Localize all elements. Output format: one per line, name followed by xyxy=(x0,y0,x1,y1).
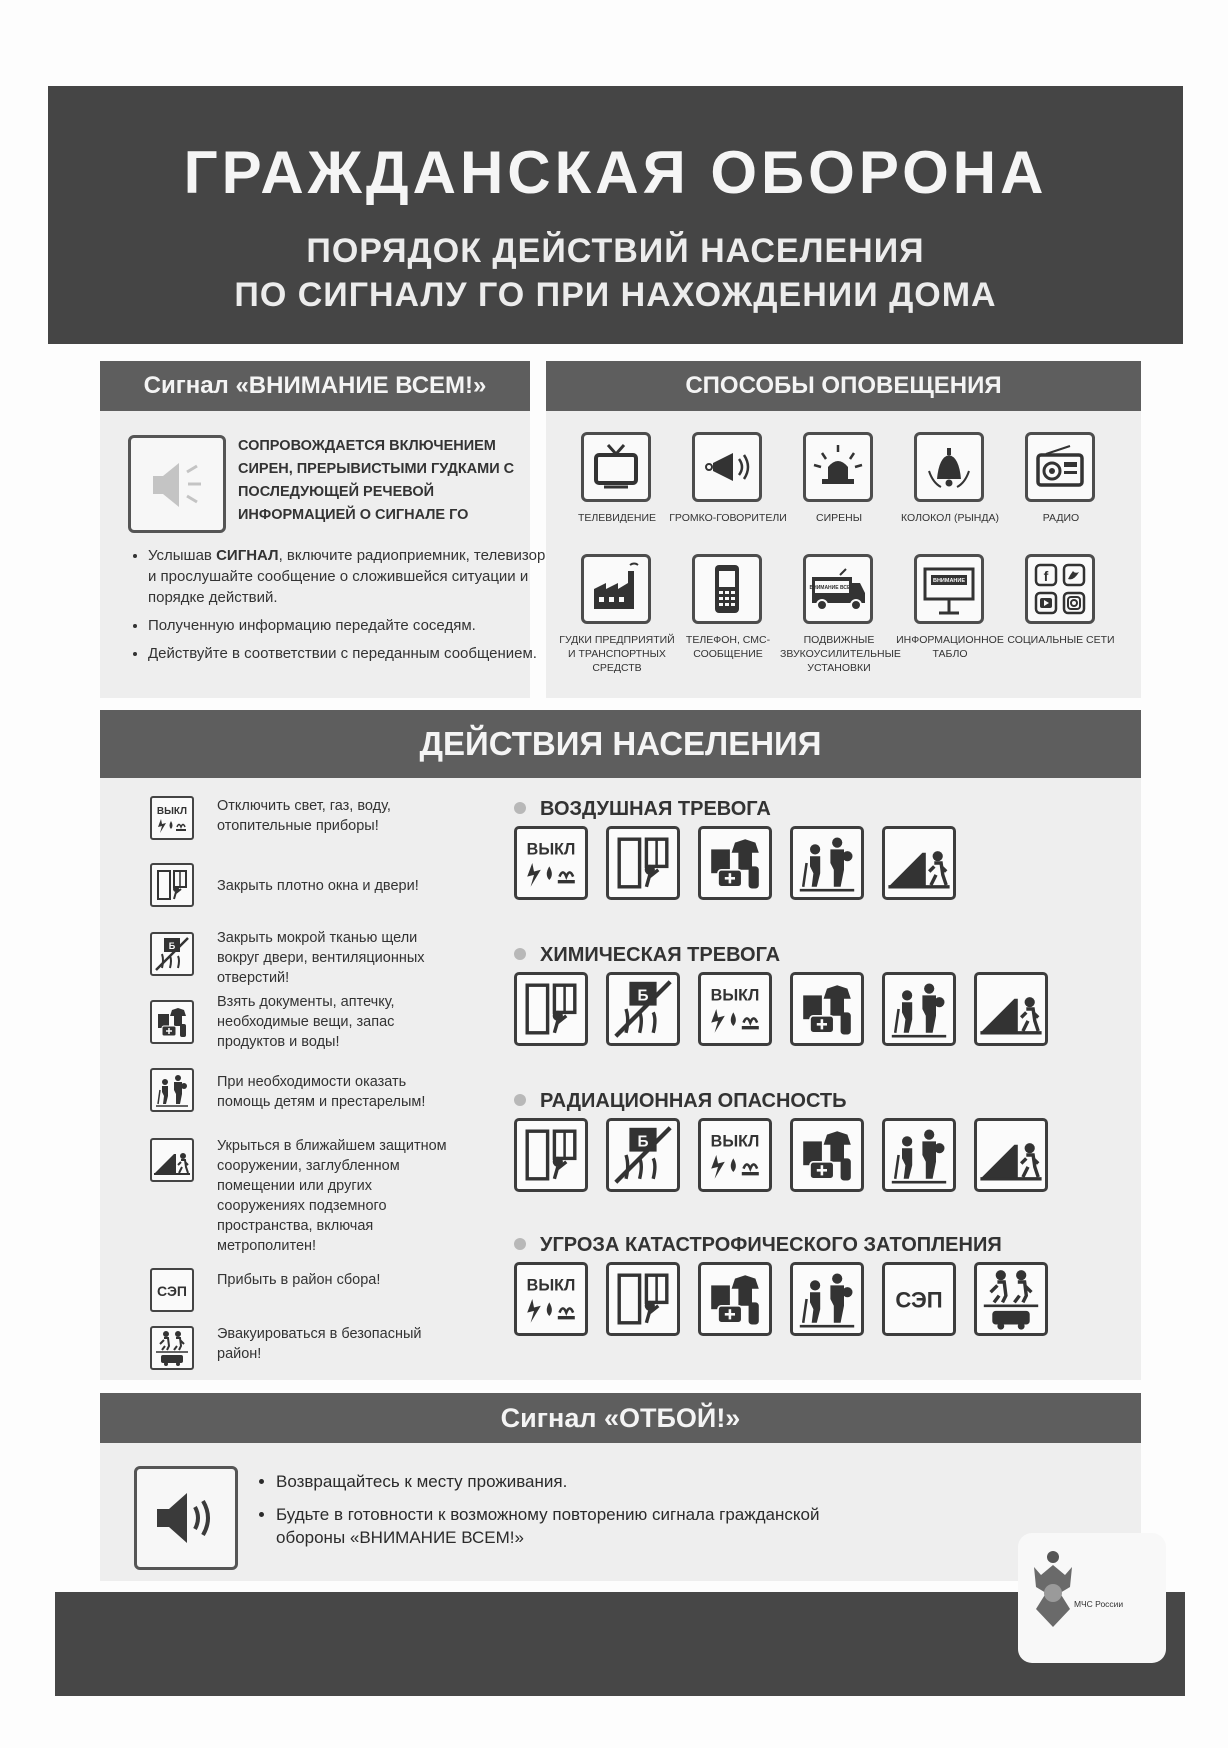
all-clear-title: Сигнал «ОТБОЙ!» xyxy=(100,1393,1141,1443)
legend-text-seal-gaps: Закрыть мокрой тканью щели вокруг двери, вентиляционных отверстий! xyxy=(217,930,425,986)
legend-text-assembly-point: Прибыть в район сбора! xyxy=(217,1272,381,1288)
attention-description: СОПРОВОЖДАЕТСЯ ВКЛЮЧЕНИЕМ СИРЕН, ПРЕРЫВИСТЫМИ ГУДКАМИ С ПОСЛЕДУЮЩЕЙ РЕЧЕВОЙ ИНФОРМАЦИЕЙ О СИГНАЛЕ ГО xyxy=(238,438,515,523)
emblem-caption: МЧС России xyxy=(1074,1599,1124,1609)
all-clear-bullet-2: • Будьте в готовности к возможному повторению сигнала гражданской обороны «ВНИМАНИЕ ВСЕМ!» xyxy=(276,1503,836,1549)
all-clear-bullet-1: • Возвращайтесь к месту проживания. xyxy=(276,1470,836,1493)
attention-bullet-1: • Услышав СИГНАЛ, включите радиоприемник, телевизор и прослушайте сообщение о сложившейся ситуации и порядке действий. xyxy=(148,545,548,608)
seal-gaps-icon xyxy=(150,932,194,976)
footer-bar xyxy=(55,1592,1185,1696)
svg-text:ВЫКЛ: ВЫКЛ xyxy=(156,806,188,817)
shelter-icon xyxy=(882,826,956,900)
method-label-radio: РАДИО xyxy=(1042,512,1080,524)
close-windows-icon xyxy=(606,826,680,900)
van-icon xyxy=(803,554,873,624)
method-label-tv: ТЕЛЕВИДЕНИЕ xyxy=(577,512,657,524)
help-elderly-icon xyxy=(150,1068,194,1112)
assembly-point-icon xyxy=(882,1262,956,1336)
seal-gaps-icon xyxy=(606,1118,680,1192)
legend-text-supplies: Взять документы, аптечку, необходимые вещи, запас продуктов и воды! xyxy=(217,994,395,1050)
loudspeaker-icon xyxy=(692,432,762,502)
radio-icon xyxy=(1025,432,1095,502)
speaker-muted-icon xyxy=(128,435,226,533)
help-elderly-icon xyxy=(882,1118,956,1192)
header-banner xyxy=(48,86,1183,344)
notification-methods-panel xyxy=(546,361,1141,698)
method-label-sirens: СИРЕНЫ xyxy=(815,512,862,524)
phone-icon xyxy=(692,554,762,624)
attention-instructions xyxy=(126,545,548,671)
factory-icon xyxy=(581,554,651,624)
supplies-icon xyxy=(790,1118,864,1192)
supplies-icon xyxy=(698,1262,772,1336)
switch-off-icon xyxy=(514,826,588,900)
attention-bullet-2: • Полученную информацию передайте соседям. xyxy=(148,615,548,636)
method-label-bell: КОЛОКОЛ (РЫНДА) xyxy=(901,512,999,524)
method-label-loudspeakers: ГРОМКО-ГОВОРИТЕЛИ xyxy=(669,512,787,524)
help-elderly-icon xyxy=(790,826,864,900)
svg-text:СЭП: СЭП xyxy=(157,1283,187,1299)
seal-gaps-icon xyxy=(606,972,680,1046)
attention-signal-panel xyxy=(100,361,546,698)
bullet-dot-icon xyxy=(514,1238,526,1250)
svg-text:ВЫКЛ: ВЫКЛ xyxy=(526,1276,576,1295)
method-label-phone: ТЕЛЕФОН, СМС-СООБЩЕНИЕ xyxy=(685,634,771,660)
svg-text:Б: Б xyxy=(637,987,649,1005)
shelter-icon xyxy=(150,1138,194,1182)
emchs-emblem-icon xyxy=(1030,1547,1076,1633)
bell-icon xyxy=(914,432,984,502)
tv-icon xyxy=(581,432,651,502)
attention-bullet-3: • Действуйте в соответствии с переданным сообщением. xyxy=(148,643,548,664)
population-actions-panel xyxy=(100,710,1141,1380)
help-elderly-icon xyxy=(882,972,956,1046)
close-windows-icon xyxy=(606,1262,680,1336)
bullet-dot-icon xyxy=(514,948,526,960)
evacuate-icon xyxy=(974,1262,1048,1336)
scenario-title-flood: УГРОЗА КАТАСТРОФИЧЕСКОГО ЗАТОПЛЕНИЯ xyxy=(514,1234,1002,1257)
bullet-dot-icon xyxy=(514,1094,526,1106)
bullet-dot-icon xyxy=(514,802,526,814)
population-actions-title: ДЕЙСТВИЯ НАСЕЛЕНИЯ xyxy=(100,710,1141,778)
attention-signal-title: Сигнал «ВНИМАНИЕ ВСЕМ!» xyxy=(100,361,530,411)
switch-off-icon xyxy=(150,796,194,840)
evacuate-icon xyxy=(150,1326,194,1370)
help-elderly-icon xyxy=(790,1262,864,1336)
board-icon xyxy=(914,554,984,624)
supplies-icon xyxy=(150,1000,194,1044)
scenario-title-air-raid: ВОЗДУШНАЯ ТРЕВОГА xyxy=(514,798,771,821)
all-clear-instructions xyxy=(256,1470,836,1559)
method-label-info-board: ИНФОРМАЦИОННОЕ ТАБЛО xyxy=(896,634,1004,660)
svg-text:СЭП: СЭП xyxy=(895,1287,943,1313)
scenario-title-radiation: РАДИАЦИОННАЯ ОПАСНОСТЬ xyxy=(514,1090,847,1113)
emchs-emblem xyxy=(1018,1533,1166,1663)
page-subtitle-line-2: ПО СИГНАЛУ ГО ПРИ НАХОЖДЕНИИ ДОМА xyxy=(234,276,997,314)
svg-text:ВЫКЛ: ВЫКЛ xyxy=(710,986,760,1005)
board-icon-text: ВНИМАНИЕ xyxy=(932,578,966,584)
scenario-title-chemical: ХИМИЧЕСКАЯ ТРЕВОГА xyxy=(514,944,780,967)
legend-text-shelter: Укрыться в ближайшем защитном сооружении, заглубленном помещении или других сооружениях подземного пространства, включая метрополитен! xyxy=(217,1138,447,1254)
close-windows-icon xyxy=(150,863,194,907)
close-windows-icon xyxy=(514,972,588,1046)
legend-text-evacuate: Эвакуироваться в безопасный район! xyxy=(217,1326,422,1362)
legend-text-close-windows: Закрыть плотно окна и двери! xyxy=(217,878,419,894)
van-icon-text: ВНИМАНИЕ ВСЕМ xyxy=(809,585,855,591)
shelter-icon xyxy=(974,972,1048,1046)
svg-text:f: f xyxy=(1043,568,1049,584)
svg-text:ВЫКЛ: ВЫКЛ xyxy=(526,840,576,859)
siren-icon xyxy=(803,432,873,502)
close-windows-icon xyxy=(514,1118,588,1192)
page-subtitle-line-1: ПОРЯДОК ДЕЙСТВИЙ НАСЕЛЕНИЯ xyxy=(306,232,925,270)
switch-off-icon xyxy=(698,1118,772,1192)
switch-off-icon xyxy=(514,1262,588,1336)
supplies-icon xyxy=(698,826,772,900)
notification-methods-title: СПОСОБЫ ОПОВЕЩЕНИЯ xyxy=(546,361,1141,411)
all-clear-signal-panel xyxy=(100,1393,1141,1581)
method-label-mobile-speakers: ПОДВИЖНЫЕ ЗВУКОУСИЛИТЕЛЬНЫЕ УСТАНОВКИ xyxy=(780,634,901,674)
supplies-icon xyxy=(790,972,864,1046)
social-icon xyxy=(1025,554,1095,624)
svg-text:Б: Б xyxy=(637,1133,649,1151)
svg-text:ВЫКЛ: ВЫКЛ xyxy=(710,1132,760,1151)
page-title: ГРАЖДАНСКАЯ ОБОРОНА xyxy=(183,139,1048,206)
svg-text:Б: Б xyxy=(168,941,176,951)
method-label-social: СОЦИАЛЬНЫЕ СЕТИ xyxy=(1007,634,1115,646)
legend-text-help-elderly: При необходимости оказать помощь детям и престарелым! xyxy=(217,1074,426,1110)
assembly-point-icon xyxy=(150,1268,194,1312)
shelter-icon xyxy=(974,1118,1048,1192)
switch-off-icon xyxy=(698,972,772,1046)
legend-text-switch-off: Отключить свет, газ, воду, отопительные приборы! xyxy=(217,798,391,834)
method-label-factory-horns: ГУДКИ ПРЕДПРИЯТИЙ И ТРАНСПОРТНЫХ СРЕДСТВ xyxy=(559,634,675,674)
speaker-sound-icon xyxy=(134,1466,238,1570)
